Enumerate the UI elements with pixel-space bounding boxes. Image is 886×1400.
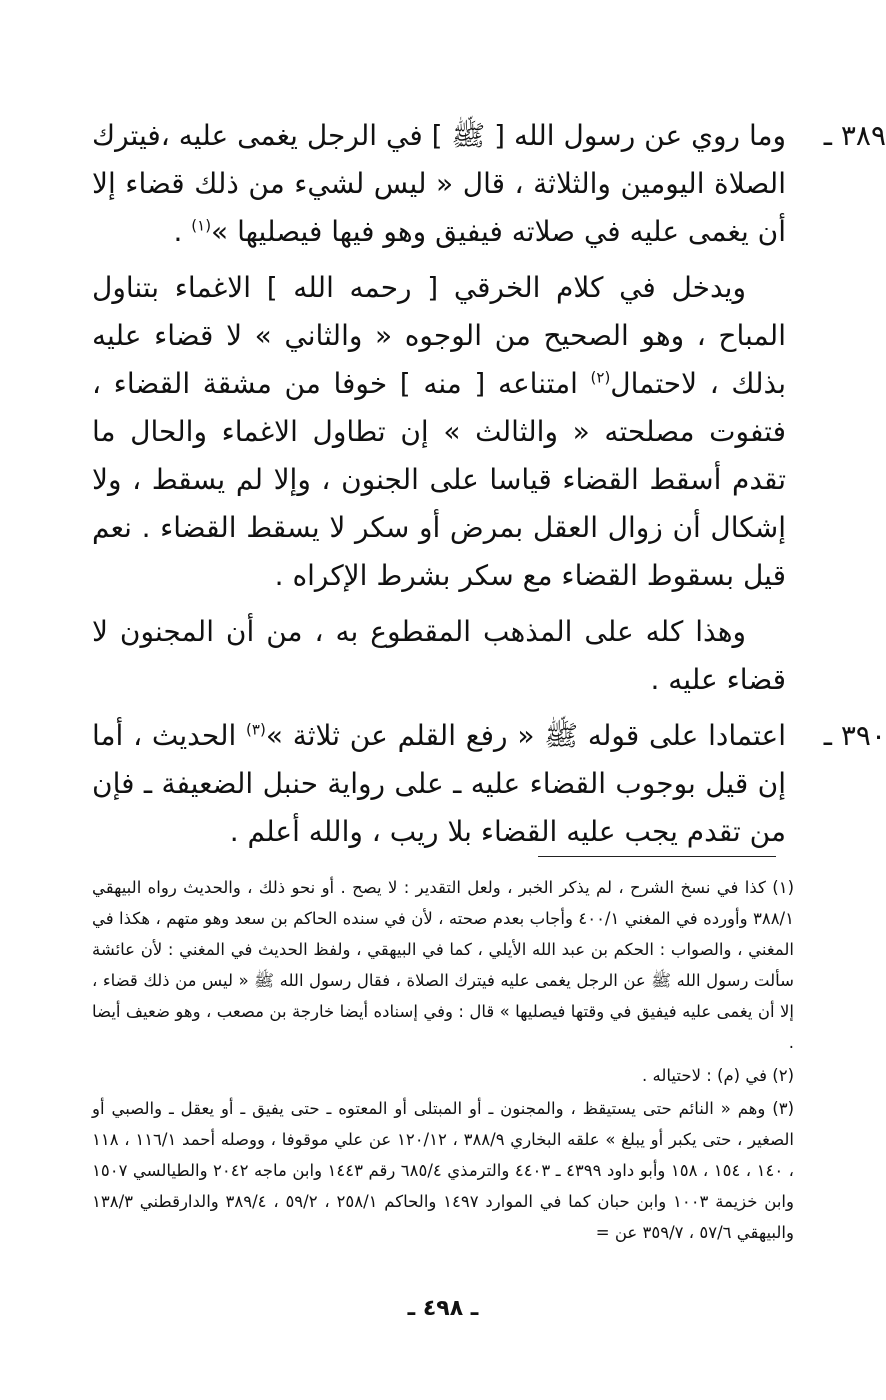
page-number: ـ ٤٩٨ ـ — [407, 1296, 479, 1321]
footnote-ref[interactable]: (١) — [191, 216, 212, 235]
footnote-1 — [92, 872, 794, 1058]
paragraph-insanity — [92, 608, 786, 704]
entry-text: وما روي عن رسول الله [ ﷺ ] في الرجل يغمى عليه ،فيترك الصلاة اليومين والثلاثة ، قال « ليس لشيء من ذلك قضاء إلا أن يغمى عليه في صلاته فيفيق وهو فيها فيصليها » — [92, 119, 786, 248]
footnote-ref[interactable]: (٢) — [590, 368, 611, 387]
entry-number: ٣٨٩ ـ — [823, 119, 886, 152]
entry-389 — [92, 112, 886, 256]
paragraph-text: امتناعه [ منه ] خوفا من مشقة القضاء ، فتفوت مصلحته « والثالث » إن تطاول الاغماء والحال ما تقدم أسقط القضاء قياسا على الجنون ، وإلا لم يسقط ، ولا إشكال أن زوال العقل بمرض أو سكر لا يسقط القضاء . نعم قيل بسقوط القضاء مع سكر بشرط الإكراه . — [92, 367, 786, 592]
footnote-marker: (١) — [772, 878, 794, 897]
entry-text: اعتمادا على قوله ﷺ « رفع القلم عن ثلاثة » — [265, 719, 787, 752]
main-text — [92, 112, 886, 864]
entry-text: الحديث ، أما إن قيل بوجوب القضاء عليه ـ على رواية حنبل الضعيفة ـ فإن من تقدم يجب عليه القضاء بلا ريب ، والله أعلم . — [92, 719, 786, 848]
paragraph-text: وهذا كله على المذهب المقطوع به ، من أن المجنون لا قضاء عليه . — [92, 615, 786, 696]
footnote-marker: (٣) — [772, 1099, 794, 1118]
footnote-text: في (م) : لاحتياله . — [642, 1066, 767, 1085]
paragraph-text: ويدخل في كلام الخرقي [ رحمه الله ] الاغماء بتناول المباح ، وهو الصحيح من الوجوه « والثاني » لا قضاء عليه بذلك ، لاحتمال — [92, 271, 786, 400]
footnote-3 — [92, 1093, 794, 1248]
entry-390 — [92, 712, 886, 856]
footnote-text: وهم « النائم حتى يستيقظ ، والمجنون ـ أو المبتلى أو المعتوه ـ حتى يفيق ـ أو يعقل ـ والصبي أو الصغير ، حتى يكبر أو يبلغ » علقه البخاري ٣٨٨/٩ ، ١٢٠/١٢ عن علي موقوفا ، ووصله أحمد ١١٦/١ ، ١١٨ ، ١٤٠ ، ١٥٤ ، ١٥٨ وأبو داود ٤٣٩٩ ـ ٤٤٠٣ والترمذي ٦٨٥/٤ رقم ١٤٤٣ وابن ماجه ٢٠٤٢ والطيالسي ١٥٠٧ وابن خزيمة ١٠٠٣ وابن حبان كما في الموارد ١٤٩٧ والحاكم ٢٥٨/١ ، ٥٩/٢ ، ٣٨٩/٤ والدارقطني ١٣٨/٣ والبيهقي ٥٧/٦ ، ٣٥٩/٧ عن = — [92, 1099, 795, 1242]
footnote-marker: (٢) — [772, 1066, 794, 1085]
footnote-text: كذا في نسخ الشرح ، لم يذكر الخبر ، ولعل التقدير : لا يصح . أو نحو ذلك ، والحديث رواه البيهقي ٣٨٨/١ وأورده في المغني ٤٠٠/١ وأجاب بعدم صحته ، لأن في سنده الحاكم بن سعد وهو متهم ، هكذا في المغني ، والصواب : الحكم بن عبد الله الأيلي ، كما في البيهقي ، ولفظ الحديث في المغني : لأن عائشة سألت رسول الله ﷺ عن الرجل يغمى عليه فيترك الصلاة ، فقال رسول الله ﷺ « ليس من ذلك قضاء ، إلا أن يغمى عليه فيفيق في وقتها فيصليها » قال : وفي إسناده أيضا خارجة بن مصعب ، وهو ضعيف أيضا . — [92, 878, 794, 1052]
footnote-ref[interactable]: (٣) — [246, 720, 266, 739]
paragraph-fainting — [92, 264, 786, 600]
entry-end: . — [173, 215, 192, 248]
footnotes — [92, 872, 794, 1250]
footnote-separator — [538, 856, 776, 857]
footnote-2 — [92, 1060, 794, 1091]
entry-number: ٣٩٠ ـ — [823, 719, 886, 752]
